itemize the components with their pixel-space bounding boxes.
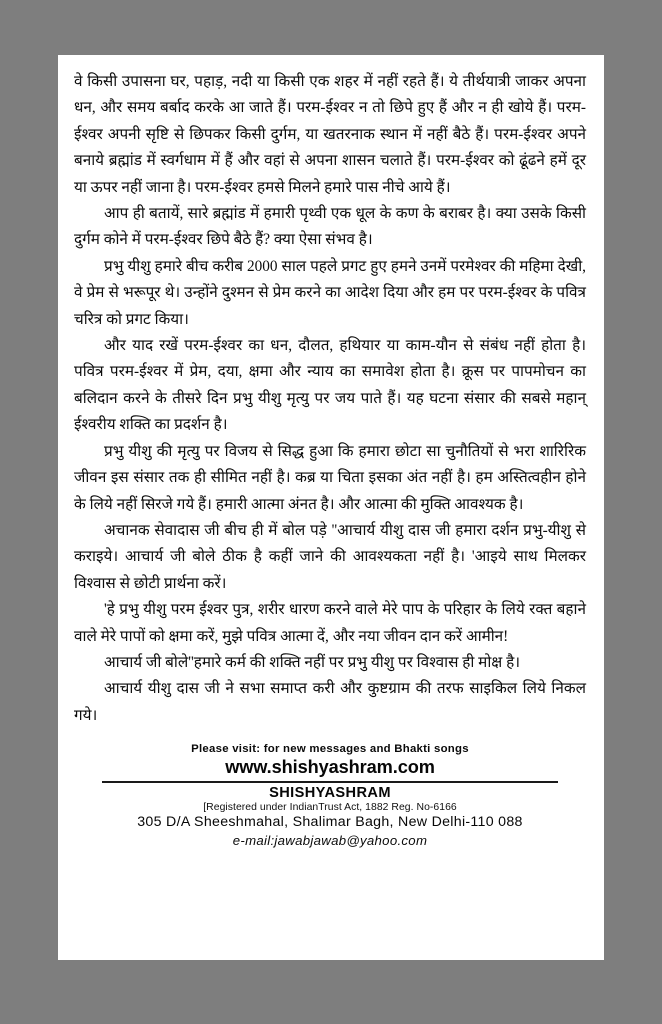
page-footer — [74, 742, 586, 849]
visit-prompt: Please visit: for new messages and Bhakti songs — [191, 743, 469, 756]
paragraph-9: आचार्य यीशु दास जी ने सभा समाप्त करी और कुष्टग्राम की तरफ साइकिल लिये निकल गये। — [74, 680, 586, 724]
email-address: e-mail:jawabjawab@yahoo.com — [232, 832, 428, 848]
paragraph-7: 'हे प्रभु यीशु परम ईश्वर पुत्र, शरीर धारण करने वाले मेरे पाप के परिहार के लिये रक्त बहाने वाले मेरे पापों को क्षमा करें, मुझे पवित्र आत्मा दें, और नया जीवन दान करें आमीन! — [74, 601, 586, 645]
footer-divider — [102, 781, 558, 783]
paragraph-5: प्रभु यीशु की मृत्यु पर विजय से सिद्ध हुआ कि हमारा छोटा सा चुनौतियों से भरा शारिरिक जीवन इस संसार तक ही सीमित नहीं है। कब्र या चिता इसका अंत नहीं है। हम अस्तित्वहीन होने के लिये नहीं सिरजे गये हैं। हमारी आत्मा अंनत है। और आत्मा की मुक्ति आवश्यक है। — [74, 442, 586, 513]
registration-details: [Registered under IndianTrust Act, 1882 Reg. No-6166 — [203, 801, 457, 813]
organization-name: SHISHYASHRAM — [269, 784, 391, 801]
paragraph-2: आप ही बतायें, सारे ब्रह्मांड में हमारी पृथ्वी एक धूल के कण के बराबर है। क्या उसके किसी दुर्गम कोने में परम-ईश्वर छिपे बैठे हैं? क्या ऐसा संभव है। — [74, 205, 586, 249]
postal-address: 305 D/A Sheeshmahal, Shalimar Bagh, New Delhi-110 088 — [137, 814, 523, 831]
paragraph-3: प्रभु यीशु हमारे बीच करीब 2000 साल पहले प्रगट हुए हमने उनमें परमेश्वर की महिमा देखी, वे प्रेम से भरूपूर थे। उन्होंने दुश्मन से प्रेम करने का आदेश दिया और हम पर परम-ईश्वर के पवित्र चरित्र को प्रगट किया। — [74, 257, 586, 328]
scanned-page — [58, 55, 604, 960]
paragraph-8: आचार्य जी बोले''हमारे कर्म की शक्ति नहीं पर प्रभु यीशु पर विश्वास ही मोक्ष है। — [104, 653, 521, 671]
website-url: www.shishyashram.com — [225, 757, 435, 778]
article-body — [74, 69, 586, 729]
paragraph-1: वे किसी उपासना घर, पहाड़, नदी या किसी एक शहर में नहीं रहते हैं। ये तीर्थयात्री जाकर अपना धन, और समय बर्बाद करके आ जाते हैं। परम-ईश्वर न तो छिपे हुए हैं और न ही खोये हैं। परम-ईश्वर अपनी सृष्टि से छिपकर किसी दुर्गम, या खतरनाक स्थान में नहीं बैठे हैं। परम-ईश्वर अपने बनाये ब्रह्मांड में स्वर्गधाम में हैं और वहां से अपना शासन चलाते हैं। परम-ईश्वर को ढूंढने हमें दूर या ऊपर नहीं जाना है। परम-ईश्वर हमसे मिलने हमारे पास नीचे आये हैं। — [74, 73, 586, 196]
paragraph-6: अचानक सेवादास जी बीच ही में बोल पड़े ''आचार्य यीशु दास जी हमारा दर्शन प्रभु-यीशु से कराइये। आचार्य जी बोले ठीक है कहीं जाने की आवश्यकता नहीं है। 'आइये साथ मिलकर विश्वास से छोटी प्रार्थना करें। — [74, 521, 586, 592]
paragraph-4: और याद रखें परम-ईश्वर का धन, दौलत, हथियार या काम-यौन से संबंध नहीं होता है। पवित्र परम-ईश्वर में प्रेम, दया, क्षमा और न्याय का समावेश होता है। क्रूस पर पापमोचन का बलिदान करने के तीसरे दिन प्रभु यीशु मृत्यु पर जय पाते हैं। यह घटना संसार की सबसे महान् ईश्वरीय शक्ति का प्रदर्शन है। — [74, 337, 586, 434]
